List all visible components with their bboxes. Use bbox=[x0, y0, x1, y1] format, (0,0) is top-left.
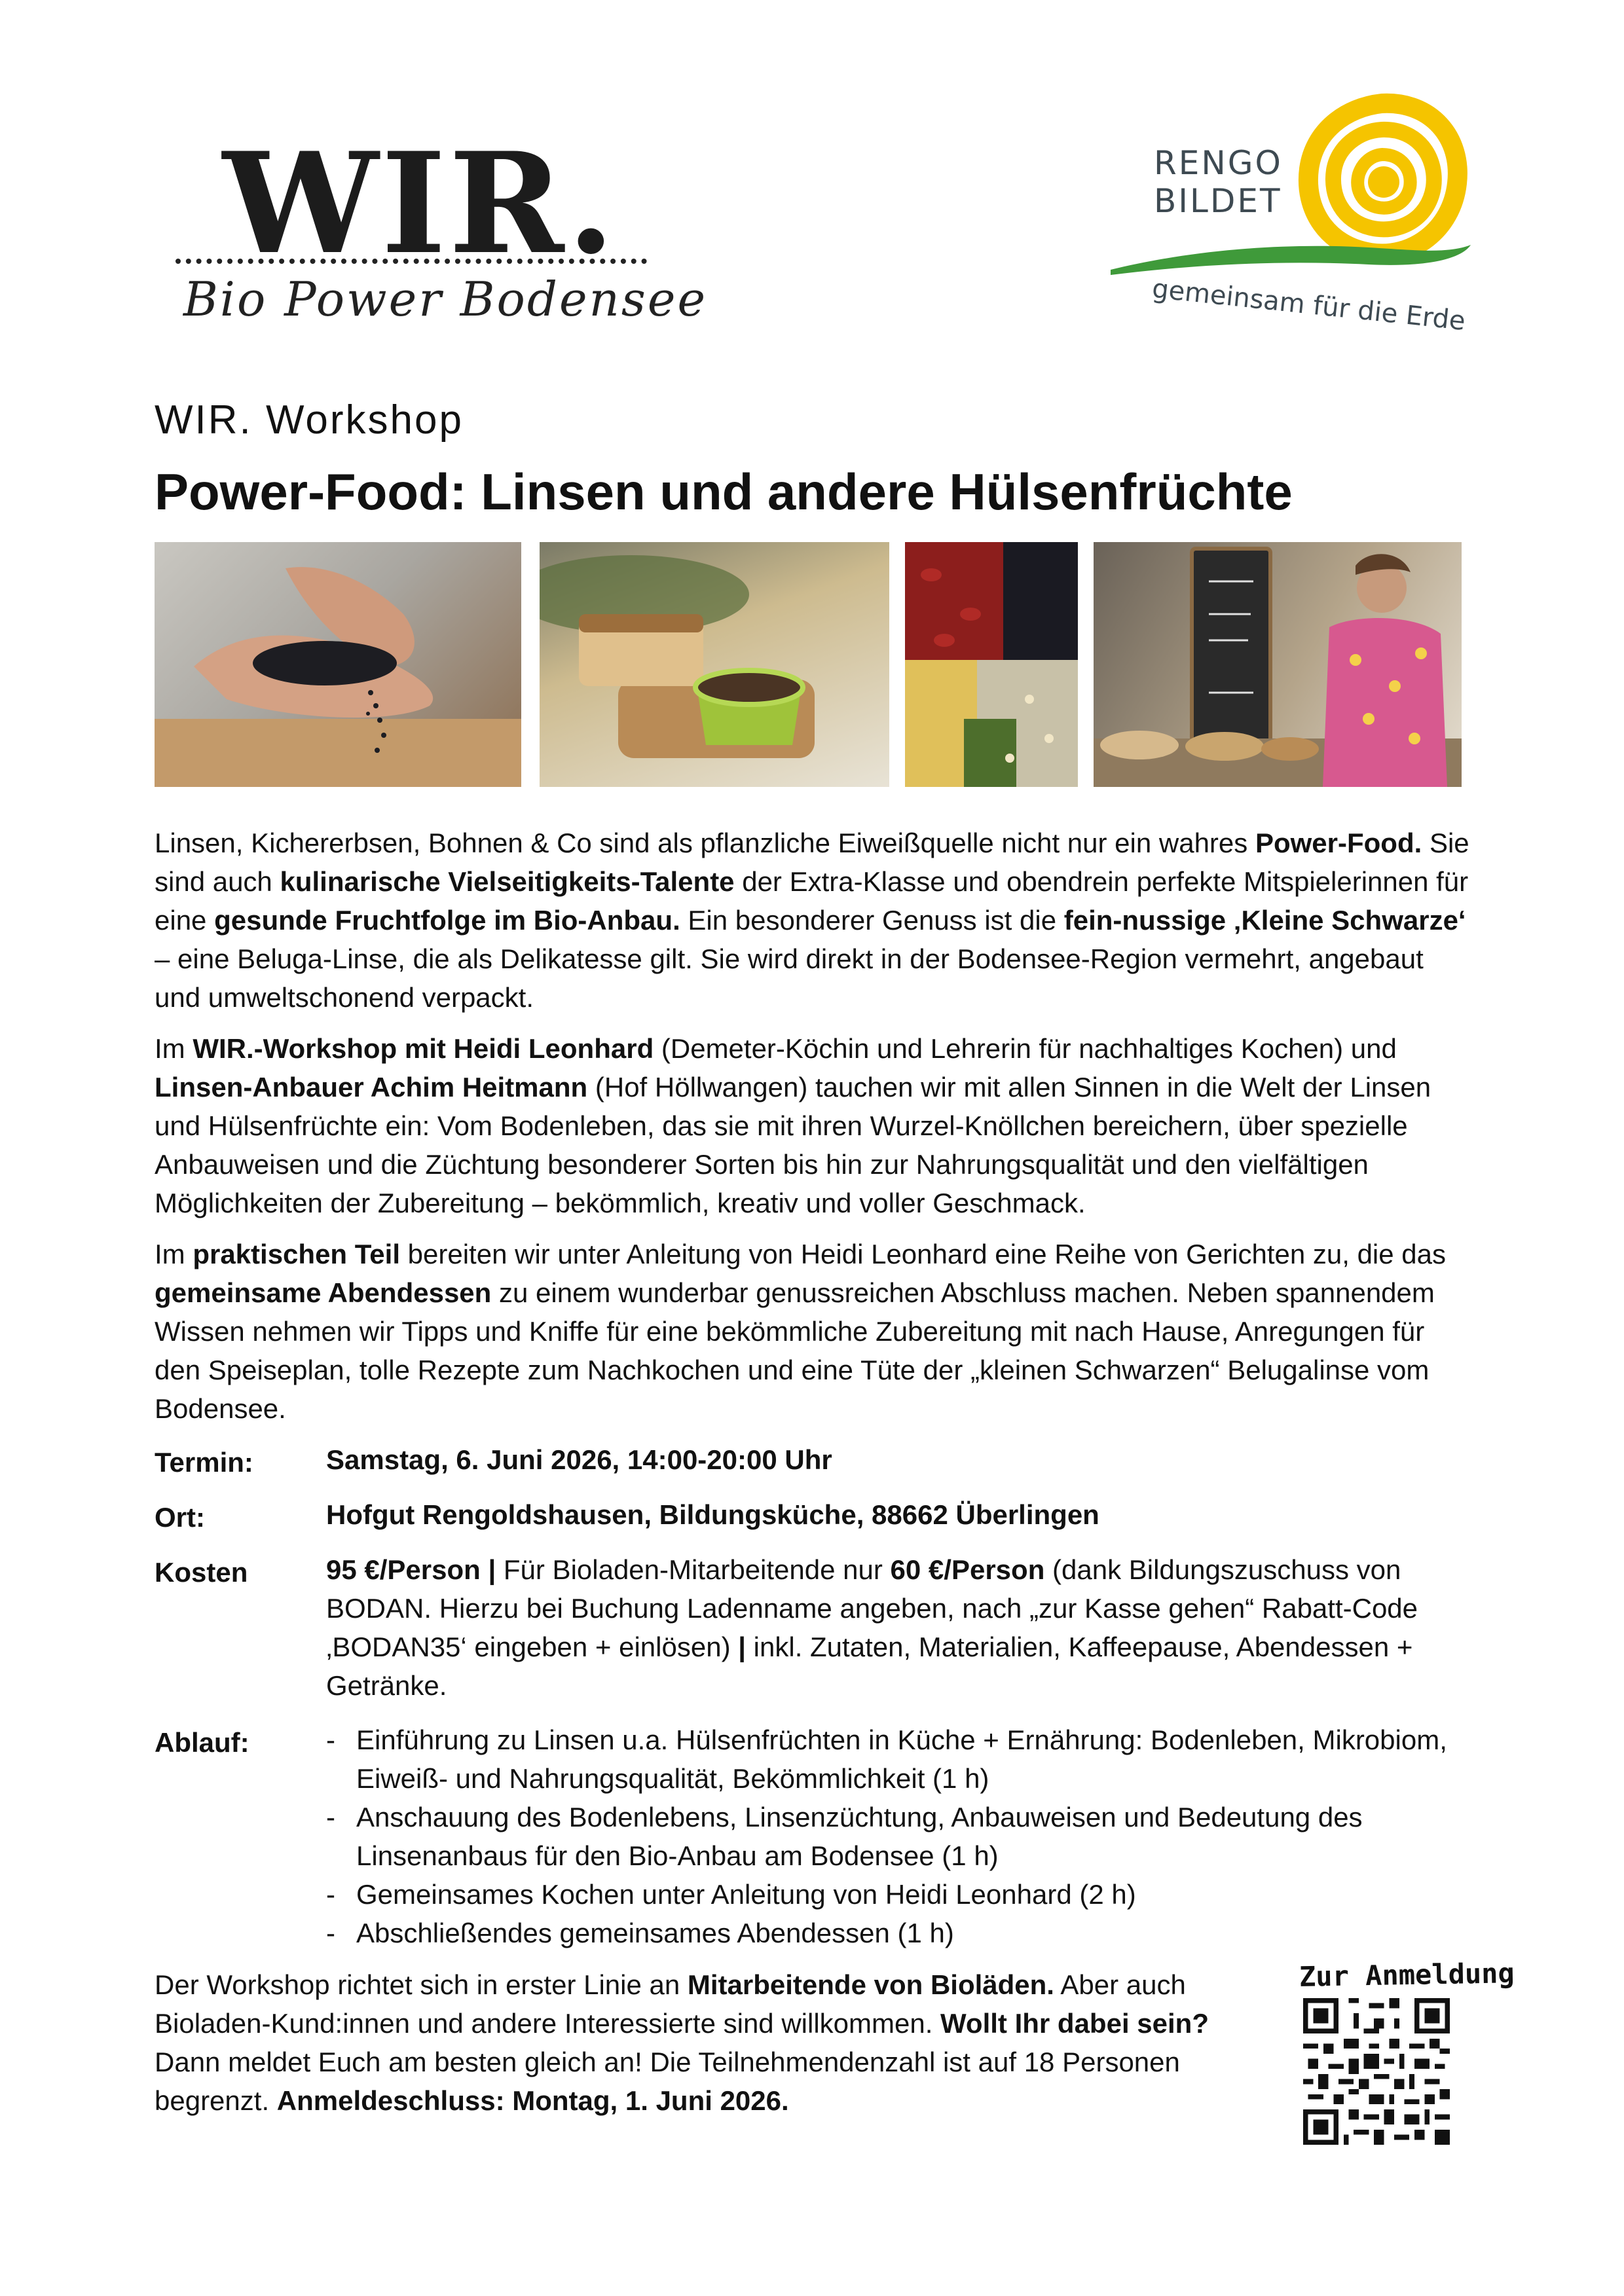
intro-paragraph-2 bbox=[155, 1029, 1471, 1222]
qr-code-icon[interactable] bbox=[1303, 1998, 1450, 2145]
text-run: – eine Beluga-Linse, die als Delikatesse gilt. Sie wird direkt in der Bodensee-Region vermehrt, angebaut und umweltschonend verpackt. bbox=[155, 943, 1424, 1013]
text-run: der Extra-Klasse und obendrein perfekte Mitspielerinnen für eine bbox=[155, 866, 1469, 936]
text-run: Für Bioladen-Mitarbeitende nur bbox=[496, 1554, 891, 1585]
agenda-item-text: Anschauung des Bodenlebens, Linsenzüchtung, Anbauweisen und Bedeutung des Linsenanbaus für den Bio-Anbau am Bodensee (1 h) bbox=[356, 1802, 1363, 1871]
text-run: bereiten wir unter Anleitung von Heidi Leonhard eine Reihe von Gerichten zu, die das bbox=[400, 1239, 1447, 1269]
rengo-bildet-logo bbox=[1107, 92, 1473, 347]
text-run: Sie sind auch bbox=[155, 828, 1469, 897]
bold-text-run: 95 €/Person | bbox=[326, 1554, 496, 1585]
rengo-logo-tagline: gemeinsam für die Erde bbox=[1151, 274, 1467, 337]
photo-lentil-spread bbox=[540, 542, 889, 787]
bold-text-run: Mitarbeitende von Bioläden. bbox=[687, 1969, 1054, 2000]
wir-logo-dotted-line bbox=[175, 259, 647, 264]
ort-label: Ort: bbox=[155, 1502, 205, 1533]
workshop-kicker: WIR. Workshop bbox=[155, 397, 464, 443]
bold-text-run: 60 €/Person bbox=[890, 1554, 1045, 1585]
text-run: Der Workshop richtet sich in erster Linie an bbox=[155, 1969, 688, 2000]
agenda-dash: - bbox=[326, 1802, 335, 1832]
bold-text-run: Power-Food. bbox=[1255, 828, 1422, 858]
agenda-item-text: Einführung zu Linsen u.a. Hülsenfrüchten in Küche + Ernährung: Bodenleben, Mikrobiom, Eiweiß- und Nahrungsqualität, Bekömmlichkeit (1 h) bbox=[356, 1724, 1447, 1794]
agenda-dash: - bbox=[326, 1918, 335, 1948]
text-run: (Demeter-Köchin und Lehrerin für nachhaltiges Kochen) und bbox=[654, 1033, 1397, 1064]
text-run: zu einem wunderbar genussreichen Abschluss machen. Neben spannendem Wissen nehmen wir Tipps und Kniffe für eine bekömmliche Zubereitung mit nach Hause, Anregungen für den Speiseplan, tolle Rezepte zum Nachkochen und eine Tüte der „kleinen Schwarzen“ Belugalinse vom Bodensee. bbox=[155, 1277, 1435, 1424]
bold-text-run: gesunde Fruchtfolge im Bio-Anbau. bbox=[214, 905, 680, 936]
agenda-item-text: Gemeinsames Kochen unter Anleitung von Heidi Leonhard (2 h) bbox=[356, 1879, 1136, 1910]
wir-logo-subline: Bio Power Bodensee bbox=[183, 272, 708, 327]
bold-text-run: Wollt Ihr dabei sein? bbox=[940, 2008, 1209, 2039]
kosten-value bbox=[326, 1550, 1479, 1705]
kosten-label: Kosten bbox=[155, 1557, 248, 1588]
photo-mixed-beans bbox=[905, 542, 1078, 787]
closing-paragraph bbox=[155, 1965, 1281, 2120]
photo-cook-at-buffet bbox=[1094, 542, 1462, 787]
bold-text-run: WIR.-Workshop mit Heidi Leonhard bbox=[193, 1033, 654, 1064]
ablauf-label: Ablauf: bbox=[155, 1727, 249, 1758]
bold-text-run: praktischen Teil bbox=[193, 1239, 400, 1269]
text-run: Aber auch Bioladen-Kund:innen und andere Interessierte sind willkommen. bbox=[155, 1969, 1186, 2039]
ort-value: Hofgut Rengoldshausen, Bildungsküche, 88662 Überlingen bbox=[326, 1499, 1099, 1530]
text-run: Ein besonderer Genuss ist die bbox=[680, 905, 1064, 936]
rengo-logo-line1: RENGO bbox=[1154, 144, 1283, 182]
text-run: Dann meldet Euch am besten gleich an! Die Teilnehmendenzahl ist auf 18 Personen begrenzt. bbox=[155, 2047, 1180, 2116]
text-run: Im bbox=[155, 1239, 193, 1269]
bold-text-run: Anmeldeschluss: Montag, 1. Juni 2026. bbox=[276, 2085, 789, 2116]
wir-logo bbox=[172, 122, 708, 331]
text-run: inkl. Zutaten, Materialien, Kaffeepause, Abendessen + Getränke. bbox=[326, 1631, 1413, 1701]
qr-label: Zur Anmeldung bbox=[1299, 1957, 1515, 1993]
wir-logo-word: WIR. bbox=[223, 122, 618, 285]
intro-paragraph-1 bbox=[155, 824, 1471, 1017]
bold-text-run: fein-nussige ‚Kleine Schwarze‘ bbox=[1063, 905, 1466, 936]
text-run: Im bbox=[155, 1033, 193, 1064]
intro-paragraph-3 bbox=[155, 1235, 1471, 1428]
bold-text-run: | bbox=[738, 1631, 746, 1662]
rengo-logo-line2: BILDET bbox=[1154, 182, 1282, 220]
text-run: Linsen, Kichererbsen, Bohnen & Co sind als pflanzliche Eiweißquelle nicht nur ein wahres bbox=[155, 828, 1255, 858]
bold-text-run: Linsen-Anbauer Achim Heitmann bbox=[155, 1072, 588, 1102]
bold-text-run: gemeinsame Abendessen bbox=[155, 1277, 492, 1308]
rengo-logo-text bbox=[1154, 144, 1283, 220]
agenda-dash: - bbox=[326, 1879, 335, 1910]
agenda-item-text: Abschließendes gemeinsames Abendessen (1 h) bbox=[356, 1918, 954, 1948]
page-title: Power-Food: Linsen und andere Hülsenfrüchte bbox=[155, 463, 1293, 520]
agenda-dash: - bbox=[326, 1724, 335, 1755]
bold-text-run: kulinarische Vielseitigkeits-Talente bbox=[280, 866, 735, 897]
termin-value: Samstag, 6. Juni 2026, 14:00-20:00 Uhr bbox=[326, 1444, 832, 1475]
photo-lentils-in-hands bbox=[155, 542, 521, 787]
text-run: (Hof Höllwangen) tauchen wir mit allen Sinnen in die Welt der Linsen und Hülsenfrüchte ein: Vom Bodenleben, das sie mit ihren Wurzel-Knöllchen bereichern, über spezielle Anbauweisen und die Züchtung besonderer Sorten bis hin zur Nahrungsqualität und den vielfältigen Möglichkeiten der Zubereitung – bekömmlich, kreativ und voller Geschmack. bbox=[155, 1072, 1431, 1218]
termin-label: Termin: bbox=[155, 1447, 253, 1478]
text-run: (dank Bildungszuschuss von BODAN. Hierzu bei Buchung Ladenname angeben, nach „zur Kasse gehen“ Rabatt-Code ‚BODAN35‘ eingeben + einlösen) bbox=[326, 1554, 1418, 1662]
